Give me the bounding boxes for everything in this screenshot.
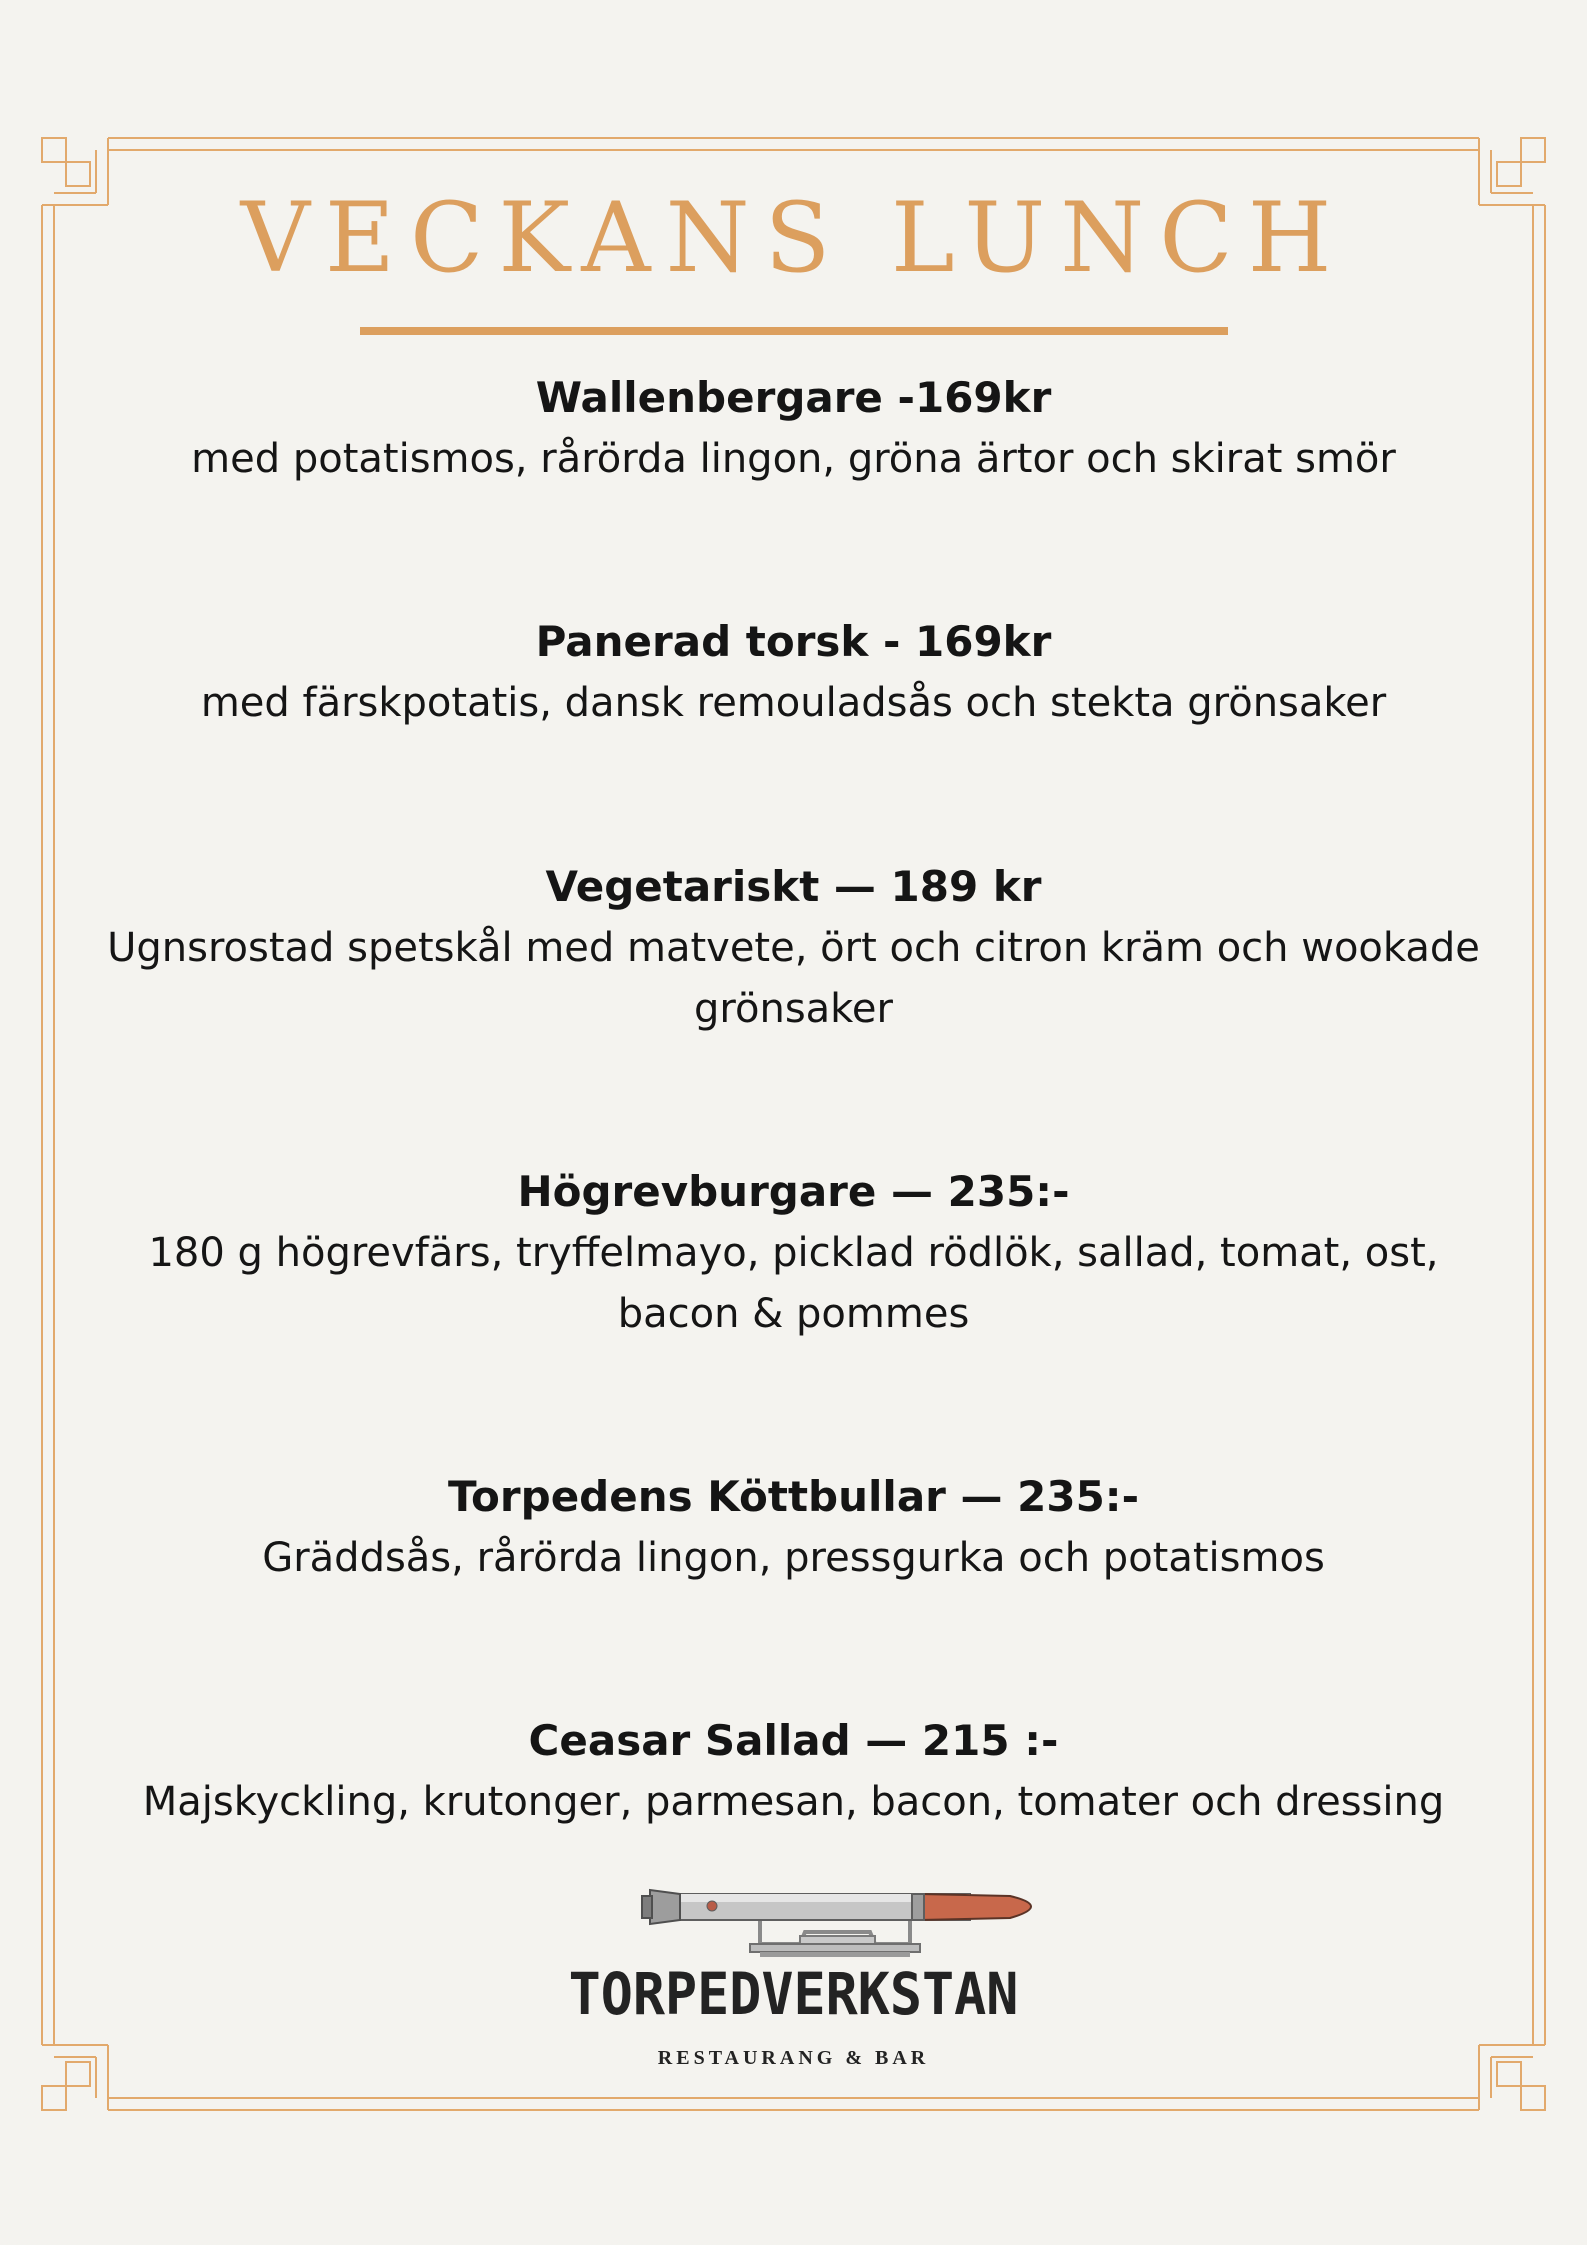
menu-item-name: Panerad torsk - 169kr xyxy=(535,617,1052,666)
menu-item-description: 180 g högrevfärs, tryffelmayo, picklad rödlök, sallad, tomat, ost, xyxy=(148,1230,1439,1276)
menu-item-description: Ugnsrostad spetskål med matvete, ört och citron kräm och wookade xyxy=(107,925,1480,971)
menu-item xyxy=(95,367,1492,490)
menu-item-name: Högrevburgare — 235:- xyxy=(517,1167,1070,1216)
menu-item-name: Torpedens Köttbullar — 235:- xyxy=(447,1472,1140,1521)
title-underline xyxy=(360,327,1228,335)
menu-item-description: bacon & pommes xyxy=(617,1291,970,1337)
menu-item-description: Gräddsås, rårörda lingon, pressgurka och potatismos xyxy=(262,1535,1325,1581)
menu-item-name: Wallenbergare -169kr xyxy=(535,373,1052,422)
logo-subtitle: RESTAURANG & BAR xyxy=(657,2047,930,2069)
menu-item xyxy=(95,1710,1492,1833)
menu-item xyxy=(95,611,1492,734)
menu-item-description: med potatismos, rårörda lingon, gröna ärtor och skirat smör xyxy=(191,436,1396,482)
logo-name: TORPEDVERKSTAN xyxy=(568,1960,1019,2028)
menu-item-description: med färskpotatis, dansk remouladsås och stekta grönsaker xyxy=(200,680,1387,726)
menu-item xyxy=(95,856,1492,1040)
menu-item xyxy=(95,1161,1492,1345)
menu-item-description: grönsaker xyxy=(694,986,893,1032)
menu-item xyxy=(95,1466,1492,1589)
page-title: VECKANS LUNCH xyxy=(240,182,1347,294)
menu-item-description: Majskyckling, krutonger, parmesan, bacon, tomater och dressing xyxy=(142,1779,1445,1825)
menu-item-name: Vegetariskt — 189 kr xyxy=(545,862,1042,911)
menu-item-name: Ceasar Sallad — 215 :- xyxy=(528,1716,1059,1765)
